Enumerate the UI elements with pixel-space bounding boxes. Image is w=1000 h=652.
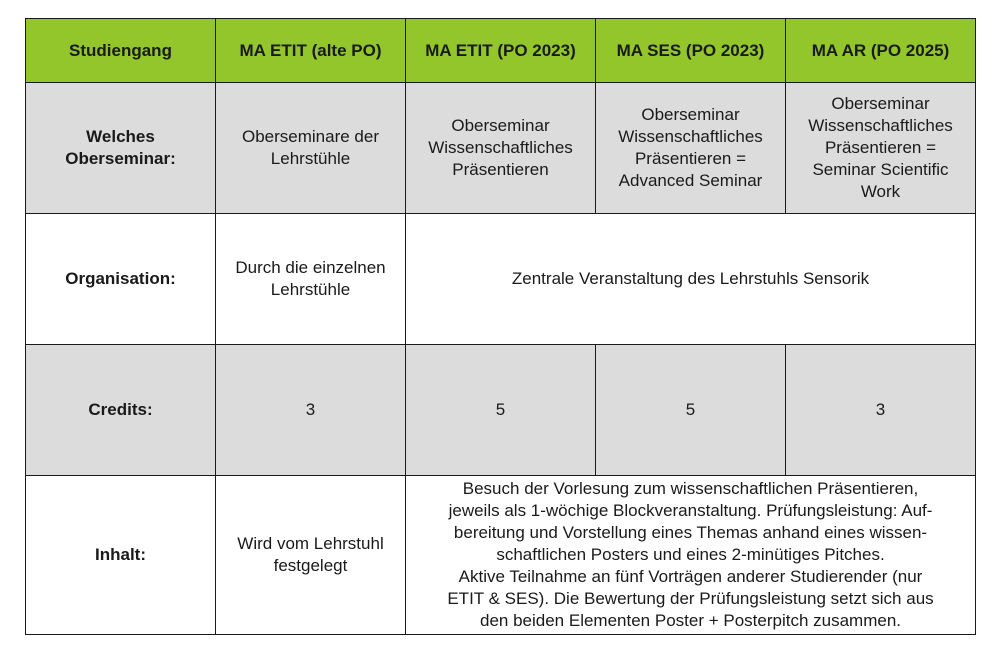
row-label-oberseminar: Welches Oberseminar:	[26, 83, 216, 214]
table-row-organisation	[26, 214, 976, 345]
oberseminar-cell-ar-2025: Oberseminar Wissenschaftliches Präsentieren = Seminar Scientific Work	[786, 83, 976, 214]
row-label-credits: Credits:	[26, 345, 216, 476]
oberseminar-table	[25, 18, 976, 635]
row-label-organisation: Organisation:	[26, 214, 216, 345]
credits-cell-etit-2023: 5	[406, 345, 596, 476]
organisation-cell-etit-alt: Durch die einzelnen Lehrstühle	[216, 214, 406, 345]
table-header-row	[26, 19, 976, 83]
header-ma-etit-alte-po: MA ETIT (alte PO)	[216, 19, 406, 83]
row-label-inhalt: Inhalt:	[26, 476, 216, 635]
oberseminar-cell-ses-2023: Oberseminar Wissenschaftliches Präsentieren = Advanced Seminar	[596, 83, 786, 214]
oberseminar-cell-etit-alt: Oberseminare der Lehrstühle	[216, 83, 406, 214]
inhalt-cell-etit-alt: Wird vom Lehrstuhl festgelegt	[216, 476, 406, 635]
oberseminar-cell-etit-2023: Oberseminar Wissenschaftliches Präsentieren	[406, 83, 596, 214]
organisation-cell-merged: Zentrale Veranstaltung des Lehrstuhls Sensorik	[406, 214, 976, 345]
header-ma-etit-po-2023: MA ETIT (PO 2023)	[406, 19, 596, 83]
header-ma-ar-po-2025: MA AR (PO 2025)	[786, 19, 976, 83]
credits-cell-ses-2023: 5	[596, 345, 786, 476]
table-row-credits	[26, 345, 976, 476]
header-ma-ses-po-2023: MA SES (PO 2023)	[596, 19, 786, 83]
header-studiengang: Studiengang	[26, 19, 216, 83]
table-row-inhalt	[26, 476, 976, 635]
table-row-oberseminar	[26, 83, 976, 214]
credits-cell-etit-alt: 3	[216, 345, 406, 476]
inhalt-cell-merged: Besuch der Vorlesung zum wissenschaftlichen Präsentieren, jeweils als 1-wöchige Blockveranstaltung. Prüfungsleistung: Auf- bereitung und Vorstellung eines Themas anhand eines wissen- schaftlichen Posters und eines 2-minütiges Pitches. Aktive Teilnahme an fünf Vorträgen anderer Studierender (nur ETIT & SES). Die Bewertung der Prüfungsleistung setzt sich aus den beiden Elementen Poster + Posterpitch zusammen.	[406, 476, 976, 635]
credits-cell-ar-2025: 3	[786, 345, 976, 476]
